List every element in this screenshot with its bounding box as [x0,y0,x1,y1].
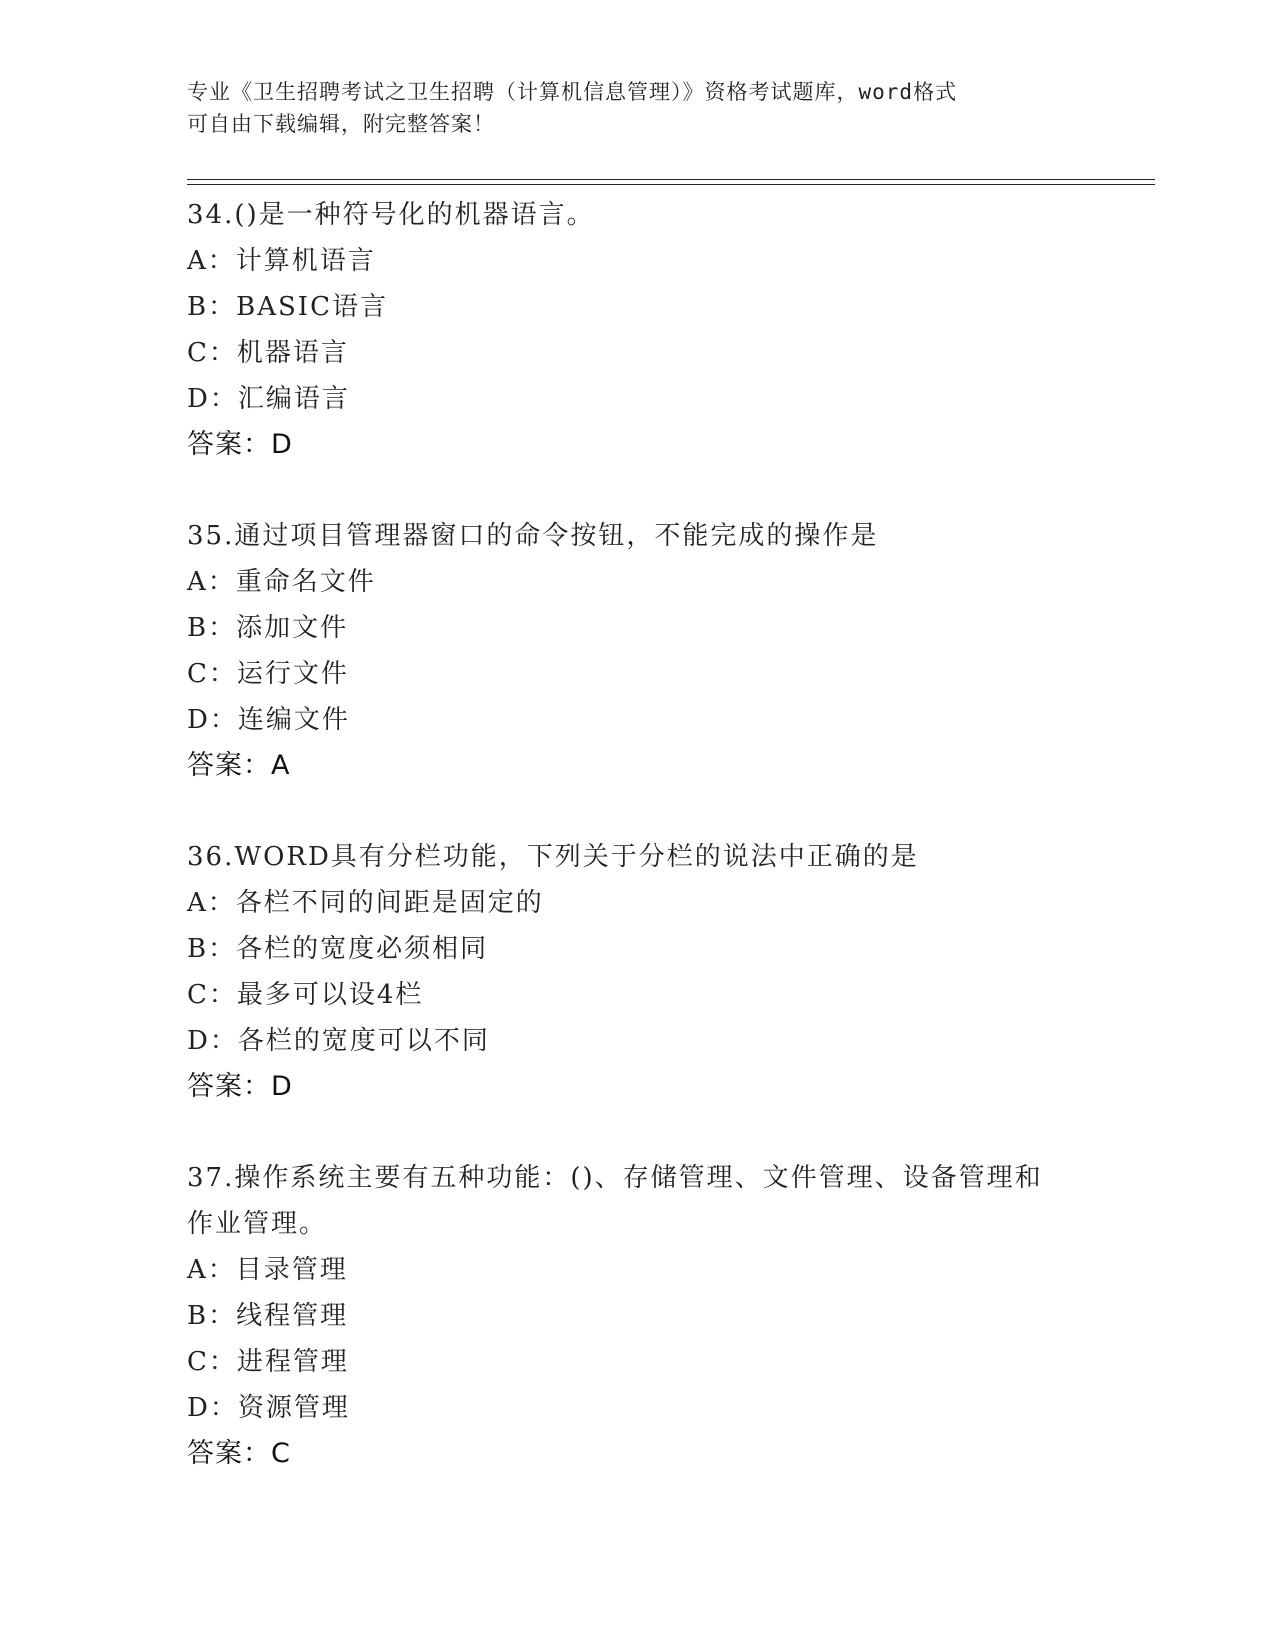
option-d: D：各栏的宽度可以不同 [187,1026,490,1056]
answer-line: 答案：C [187,1438,291,1469]
question-35 [187,513,1087,789]
option-b: B：BASIC语言 [187,292,388,322]
header-divider-bottom [187,184,1155,185]
header-divider-top [187,179,1155,180]
answer-line: 答案：D [187,429,293,460]
question-spacer [187,789,1087,834]
header-line-2: 可自由下载编辑，附完整答案！ [187,112,495,136]
option-c: C：进程管理 [187,1347,349,1377]
question-37 [187,1155,1087,1477]
question-spacer [187,1110,1087,1155]
option-c: C：机器语言 [187,338,349,368]
question-34 [187,192,1087,468]
option-a: A：目录管理 [187,1255,348,1285]
option-d: D：汇编语言 [187,384,350,414]
question-list [187,192,1087,1477]
option-d: D：资源管理 [187,1393,350,1423]
option-c: C：运行文件 [187,659,349,689]
option-d: D：连编文件 [187,705,350,735]
answer-line: 答案：D [187,1071,293,1102]
question-36 [187,834,1087,1110]
option-b: B：各栏的宽度必须相同 [187,934,489,964]
option-c: C：最多可以设4栏 [187,980,424,1010]
question-stem: 37.操作系统主要有五种功能：()、存储管理、文件管理、设备管理和 [187,1163,1043,1193]
question-stem-continued: 作业管理。 [187,1209,328,1239]
document-header [187,76,1087,140]
question-spacer [187,468,1087,513]
option-a: A：重命名文件 [187,567,376,597]
answer-line: 答案：A [187,750,291,781]
option-a: A：各栏不同的间距是固定的 [187,888,544,918]
option-b: B：线程管理 [187,1301,349,1331]
header-line-1: 专业《卫生招聘考试之卫生招聘（计算机信息管理）》资格考试题库，word格式 [187,80,958,104]
question-stem: 34.()是一种符号化的机器语言。 [187,200,595,230]
question-stem: 35.通过项目管理器窗口的命令按钮，不能完成的操作是 [187,521,879,551]
question-stem: 36.WORD具有分栏功能，下列关于分栏的说法中正确的是 [187,842,919,872]
option-a: A：计算机语言 [187,246,376,276]
option-b: B：添加文件 [187,613,349,643]
